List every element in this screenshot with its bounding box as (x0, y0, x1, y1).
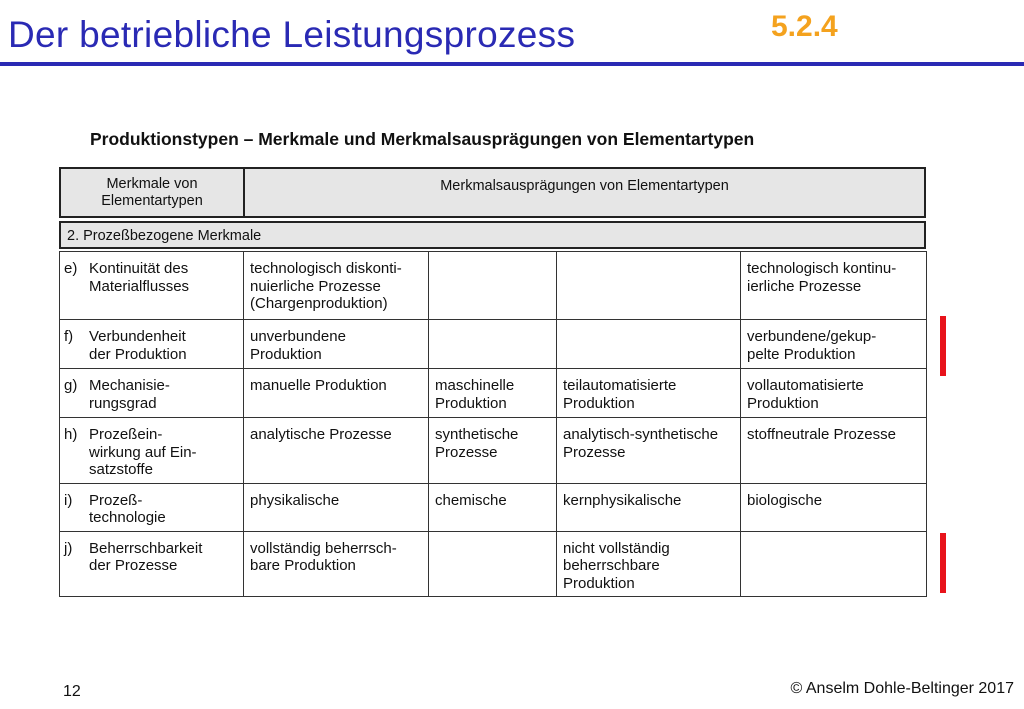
feature-label: Kontinuität des Materialflusses (89, 260, 190, 295)
value-cell: vollautomatisierte Produktion (741, 369, 927, 418)
characteristics-table (59, 251, 927, 597)
feature-label: Prozeß- technologie (89, 491, 166, 526)
feature-cell (60, 418, 244, 484)
feature-label: Mechanisie- rungsgrad (89, 377, 170, 412)
table-row (60, 483, 927, 531)
header-characteristics: Merkmalsausprägungen von Elementartypen (440, 178, 729, 194)
feature-label: Prozeßein- wirkung auf Ein- satzstoffe (89, 426, 197, 478)
feature-cell (60, 483, 244, 531)
value-cell (429, 252, 557, 320)
value-cell: verbundene/gekup- pelte Produktion (741, 320, 927, 369)
table-row (60, 320, 927, 369)
feature-letter: i) (64, 491, 73, 509)
section-number: 5.2.4 (771, 10, 838, 43)
feature-label: Verbundenheit der Produktion (89, 328, 187, 363)
copyright-notice: © Anselm Dohle-Beltinger 2017 (790, 680, 1014, 697)
section-label: 2. Prozeßbezogene Merkmale (59, 221, 926, 249)
value-cell: analytisch-synthetische Prozesse (557, 418, 741, 484)
feature-letter: j) (64, 539, 73, 557)
value-cell: chemische (429, 483, 557, 531)
value-cell: maschinelle Produktion (429, 369, 557, 418)
value-cell (429, 531, 557, 597)
value-cell (557, 252, 741, 320)
title-underline (0, 62, 1024, 66)
value-cell: unverbundene Produktion (244, 320, 429, 369)
value-cell: analytische Prozesse (244, 418, 429, 484)
highlight-marker-lower (940, 533, 946, 593)
value-cell: technologisch diskonti- nuierliche Prozesse (Chargenproduktion) (244, 252, 429, 320)
feature-letter: e) (64, 260, 78, 277)
value-cell (557, 320, 741, 369)
value-cell: manuelle Produktion (244, 369, 429, 418)
value-cell: kernphysikalische (557, 483, 741, 531)
feature-letter: f) (64, 328, 74, 345)
value-cell: biologische (741, 483, 927, 531)
table-row (60, 369, 927, 418)
feature-cell (60, 320, 244, 369)
table-row (60, 252, 927, 320)
value-cell: technologisch kontinu- ierliche Prozesse (741, 252, 927, 320)
value-cell (429, 320, 557, 369)
value-cell: nicht vollständig beherrschbare Produktion (557, 531, 741, 597)
feature-cell (60, 369, 244, 418)
figure-heading: Produktionstypen – Merkmale und Merkmalsausprägungen von Elementartypen (90, 129, 755, 149)
value-cell: synthetische Prozesse (429, 418, 557, 484)
feature-letter: g) (64, 377, 78, 394)
feature-label: Beherrschbarkeit der Prozesse (89, 539, 203, 574)
value-cell: teilautomatisierte Produktion (557, 369, 741, 418)
header-features: Merkmale von Elementartypen (61, 169, 245, 216)
value-cell: vollständig beherrsch- bare Produktion (244, 531, 429, 597)
feature-letter: h) (64, 426, 78, 443)
table-header (59, 167, 926, 218)
value-cell (741, 531, 927, 597)
slide-title: Der betriebliche Leistungsprozess (8, 14, 576, 55)
value-cell: physikalische (244, 483, 429, 531)
table-row (60, 531, 927, 597)
table-row (60, 418, 927, 484)
value-cell: stoffneutrale Prozesse (741, 418, 927, 484)
page-number: 12 (63, 683, 81, 700)
highlight-marker-upper (940, 316, 946, 376)
feature-cell (60, 252, 244, 320)
feature-cell (60, 531, 244, 597)
